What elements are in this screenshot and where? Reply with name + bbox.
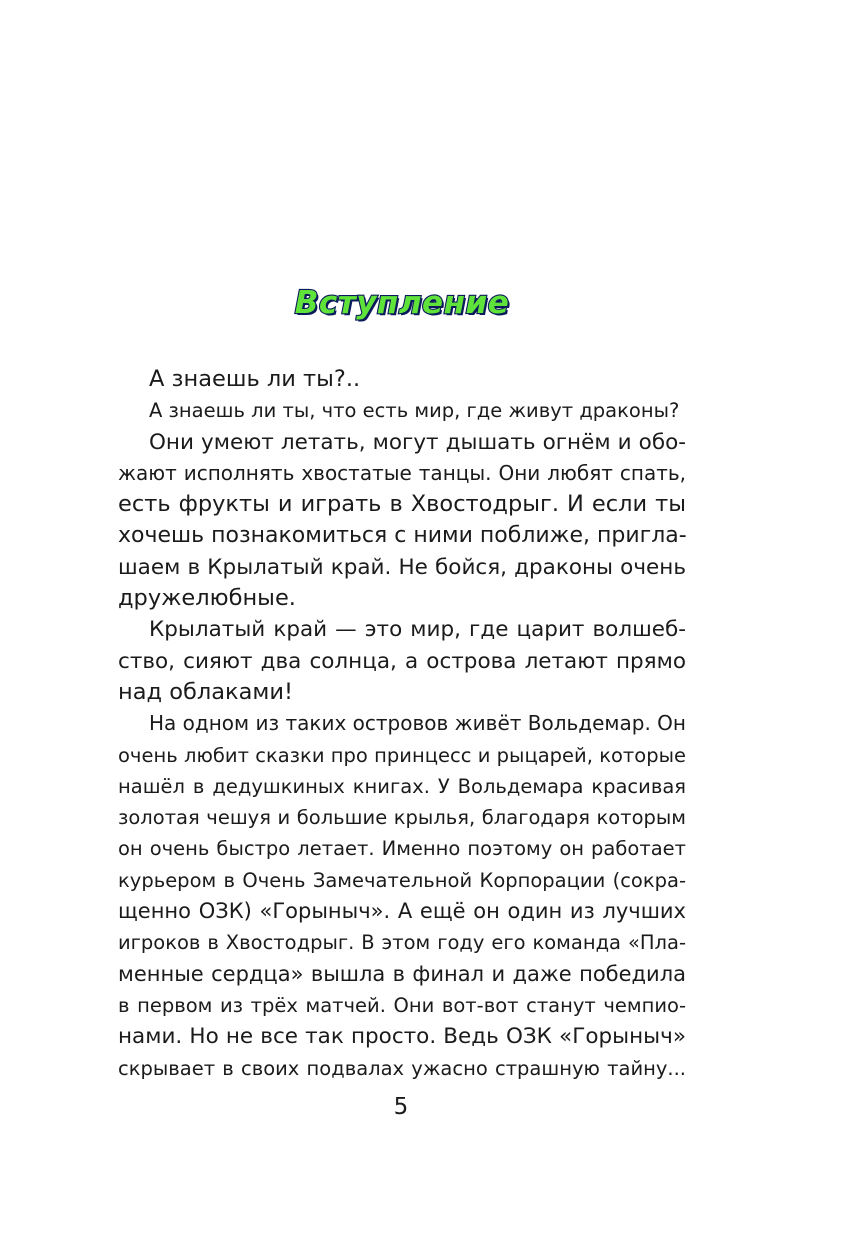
text-line: очень любит сказки про принцесс и рыцарей, которые [118,743,686,767]
text-line: менные сердца» вышла в финал и даже победила [118,961,686,986]
text-line: скрывает в своих подвалах ужасно страшную тайну... [118,1056,686,1080]
text-line: дружелюбные. [118,585,296,612]
text-line: А знаешь ли ты?.. [149,366,361,392]
text-line: Крылатый край — это мир, где царит волшеб- [149,617,686,643]
text-line: нами. Но не все так просто. Ведь ОЗК «Горыныч» [118,1024,686,1050]
text-line: над облаками! [118,678,294,705]
paragraph [118,708,686,1084]
paragraph [118,395,686,426]
text-line: жают исполнять хвостатые танцы. Они любят спать, [118,460,686,485]
paragraph [118,364,686,395]
text-line: игроков в Хвостодрыг. В этом году его команда «Пла- [118,931,686,955]
body-text [118,364,686,1084]
page-number: 5 [393,1094,409,1120]
text-line: нашёл в дедушкиных книгах. У Вольдемара красивая [118,774,686,798]
text-line: хочешь познакомиться с ними поближе, пригла- [118,523,687,549]
text-line: курьером в Очень Замечательной Корпорации (сокра- [118,868,686,892]
paragraph [118,427,686,615]
text-line: ство, сияют два солнца, а острова летают прямо [118,648,686,674]
text-line: шаем в Крылатый край. Не бойся, драконы очень [118,554,686,580]
text-line: щенно ОЗК) «Горыныч». А ещё он один из лучших [118,899,686,924]
text-line: На одном из таких островов живёт Вольдемар. Он [149,711,686,736]
text-line: в первом из трёх матчей. Они вот-вот станут чемпио- [118,993,686,1017]
text-line: Они умеют летать, могут дышать огнём и обо- [149,429,686,455]
text-line: есть фрукты и играть в Хвостодрыг. И если ты [118,491,686,518]
paragraph [118,614,686,708]
text-line: А знаешь ли ты, что есть мир, где живут драконы? [149,399,680,423]
text-line: золотая чешуя и большие крылья, благодаря которым [118,806,686,830]
chapter-title: Вступление [294,285,510,321]
text-line: он очень быстро летает. Именно поэтому он работает [118,837,686,861]
